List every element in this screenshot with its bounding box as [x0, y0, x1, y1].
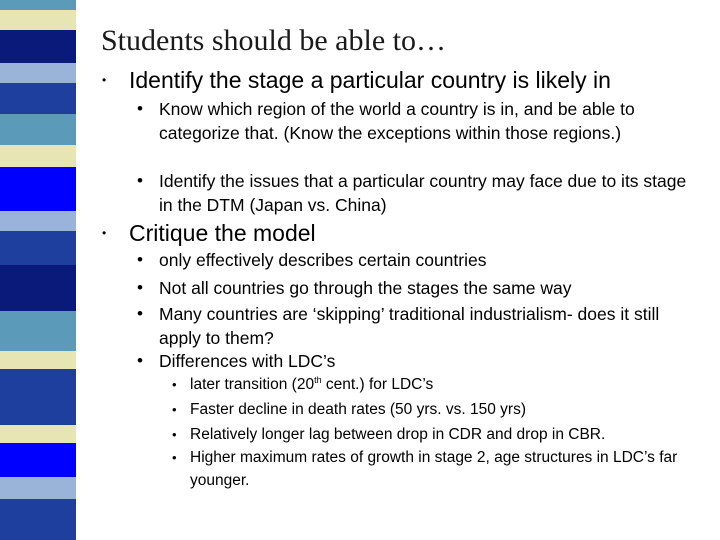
bullet-marker: •: [137, 250, 143, 269]
stripe-block: [0, 265, 76, 311]
bullet-marker: •: [137, 351, 143, 370]
stripe-block: [0, 425, 76, 443]
sub-point-ldc: Differences with LDC’s: [159, 351, 336, 371]
sub-point-region: Know which region of the world a country is in, and be able to categorize that. (Know the exceptions within those regions.): [159, 99, 635, 143]
bullet-marker: •: [172, 450, 177, 465]
ldc-detail-transition: [190, 373, 433, 396]
sub-point-issues: Identify the issues that a particular country may face due to its stage in the DTM (Japan vs. China): [159, 171, 687, 215]
bullet-marker: •: [102, 73, 107, 87]
stripe-block: [0, 211, 76, 231]
ldc-detail-transition-rest: cent.) for LDC’s: [321, 376, 434, 393]
stripe-block: [0, 10, 76, 30]
bullet-marker: •: [137, 278, 143, 297]
decorative-stripe: [0, 0, 76, 540]
stripe-block: [0, 351, 76, 369]
bullet-marker: •: [172, 402, 177, 417]
ldc-detail-transition-text: later transition (20: [190, 376, 315, 393]
stripe-block: [0, 167, 76, 211]
stripe-block: [0, 0, 76, 10]
stripe-block: [0, 477, 76, 499]
stripe-block: [0, 114, 76, 145]
stripe-block: [0, 443, 76, 477]
ldc-detail-growth: Higher maximum rates of growth in stage 2, age structures in LDC’s far younger.: [190, 449, 678, 489]
ldc-detail-death-rates: Faster decline in death rates (50 yrs. vs. 150 yrs): [190, 401, 526, 418]
bullet-marker: •: [137, 304, 143, 323]
point-critique-model: Critique the model: [129, 220, 316, 246]
bullet-marker: •: [172, 377, 177, 392]
bullet-marker: •: [137, 99, 143, 118]
bullet-marker: •: [137, 171, 143, 190]
ordinal-superscript: th: [314, 374, 322, 385]
stripe-block: [0, 145, 76, 167]
stripe-block: [0, 499, 76, 540]
slide-title: Students should be able to…: [101, 24, 446, 57]
stripe-block: [0, 369, 76, 425]
sub-point-stages: Not all countries go through the stages the same way: [159, 278, 572, 298]
point-identify-stage: Identify the stage a particular country is likely in: [129, 67, 611, 93]
bullet-marker: •: [102, 226, 107, 240]
sub-point-describes: only effectively describes certain countries: [159, 250, 487, 270]
ldc-detail-lag: Relatively longer lag between drop in CDR and drop in CBR.: [190, 426, 606, 443]
stripe-block: [0, 311, 76, 351]
stripe-block: [0, 83, 76, 114]
stripe-block: [0, 231, 76, 265]
bullet-marker: •: [172, 427, 177, 442]
sub-point-skipping: Many countries are ‘skipping’ traditional industrialism- does it still apply to them?: [159, 304, 660, 348]
stripe-block: [0, 63, 76, 83]
stripe-block: [0, 30, 76, 63]
